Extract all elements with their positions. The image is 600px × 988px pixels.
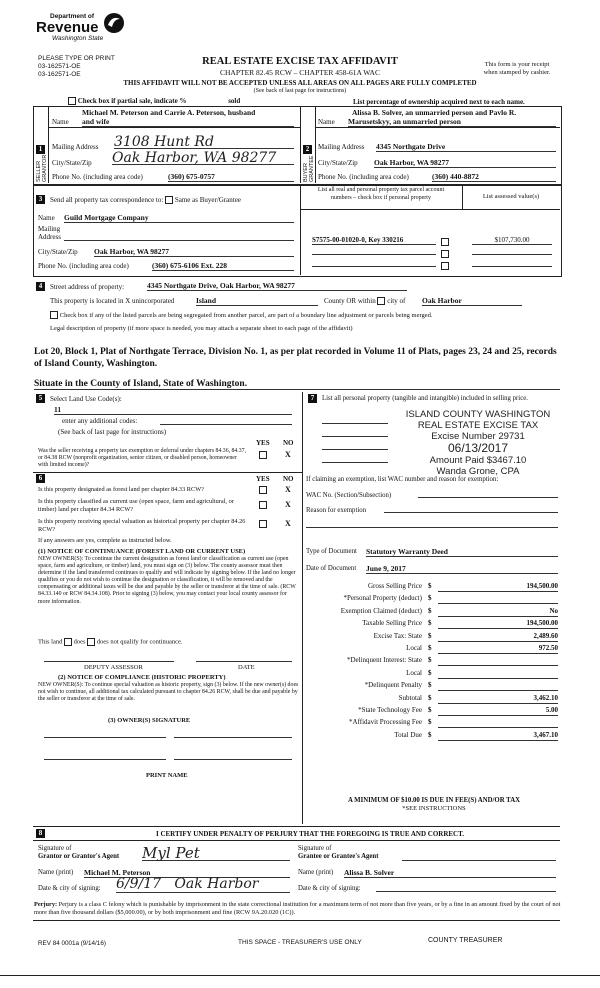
tax-mailing-label: Mailing — [38, 225, 61, 233]
minimum-fee-note: A MINIMUM OF $10.00 IS DUE IN FEE(S) AND/OR TAX — [347, 797, 521, 804]
fee-dollar-sign: $ — [428, 643, 432, 652]
county-within-row — [324, 297, 405, 305]
fee-row — [306, 581, 562, 593]
fee-dollar-sign: $ — [428, 681, 432, 690]
section-3-number: 3 — [36, 195, 45, 204]
historic-question: Is this property receiving special valuation as historical property per chapter 84.26 RCW? — [38, 518, 246, 533]
grantee-sig-label-1: Signature of — [298, 845, 332, 852]
grantor-sig-label-2: Grantor or Grantor's Agent — [38, 853, 120, 860]
fee-label: *Delinquent Interest: State — [346, 656, 422, 665]
historic-no-mark: X — [285, 519, 291, 528]
receipt-note-2: when stamped by cashier. — [483, 69, 551, 76]
county-within-label: County OR within — [324, 297, 376, 305]
stamp-line-1: ISLAND COUNTY WASHINGTON — [405, 409, 551, 420]
buyer-city-value[interactable]: Oak Harbor, WA 98277 — [374, 158, 556, 168]
buyer-phone-label: Phone No. (including area code) — [318, 173, 409, 181]
grantee-signature[interactable] — [402, 853, 556, 861]
buyer-name-line1: Alissa B. Solver, an unmarried person and Pavlo R. — [352, 108, 517, 117]
perjury-notice — [34, 901, 562, 916]
agency-line3: Washington State — [52, 35, 104, 42]
doc-type-value[interactable]: Statutory Warranty Deed — [366, 547, 558, 557]
seller-mailing-label: Mailing Address — [52, 143, 99, 151]
certify-statement: I CERTIFY UNDER PENALTY OF PERJURY THAT THE FOREGOING IS TRUE AND CORRECT. — [155, 830, 464, 838]
seller-city-value[interactable]: Oak Harbor, WA 98277 — [112, 150, 294, 165]
fee-label: Local — [406, 643, 422, 652]
fee-dollar-sign: $ — [428, 656, 432, 665]
fee-row — [306, 668, 562, 680]
doc-date-value[interactable]: June 9, 2017 — [366, 564, 558, 574]
form-title: REAL ESTATE EXCISE TAX AFFIDAVIT — [202, 56, 398, 67]
tax-city-label: City/State/Zip — [38, 248, 78, 256]
parcel-personal-checkbox-3[interactable] — [441, 262, 449, 270]
buyer-side-label — [301, 150, 315, 182]
land-use-value[interactable]: 11 — [54, 405, 292, 415]
city-of-label: city of — [387, 297, 406, 305]
tax-name-value[interactable]: Guild Mortgage Company — [64, 213, 294, 223]
seller-name-label: Name — [52, 118, 69, 126]
perjury-text: Perjury is a class C felony which is punishable by imprisonment in the state correctional institution for a maximum term of not more than five years, or by a fine in an amount fixed by the court of not more than five thousand dollars ($5,000.00), or by both imprisonment and fine (RCW 9A.20.020 (1C)). — [34, 901, 561, 916]
buyer-name-line2[interactable]: Marusetskyy, an unmarried person — [348, 117, 556, 127]
buyer-name-label: Name — [318, 118, 335, 126]
county-treasurer-label: COUNTY TREASURER — [428, 937, 503, 944]
wac-number-label: WAC No. (Section/Subsection) — [306, 492, 392, 499]
personal-property-label: List all personal property (tangible and intangible) included in selling price. — [322, 395, 528, 402]
fee-value[interactable]: No — [438, 606, 558, 617]
fee-value[interactable] — [438, 668, 558, 679]
ownership-note: List percentage of ownership acquired next to each name. — [353, 98, 525, 106]
buyer-grantee-text: BUYER GRANTEE — [303, 155, 315, 182]
current-use-no-mark: X — [285, 500, 291, 509]
street-address-value[interactable]: 4345 Northgate Drive, Oak Harbor, WA 98277 — [147, 281, 407, 291]
fee-row — [306, 631, 562, 643]
fee-dollar-sign: $ — [428, 606, 432, 615]
print-note: PLEASE TYPE OR PRINT — [38, 55, 115, 62]
forest-yes-checkbox[interactable] — [259, 486, 267, 494]
grantee-sig-label-2: Grantee or Grantee's Agent — [298, 853, 379, 860]
forest-no-mark: X — [285, 485, 291, 494]
located-county-value[interactable]: Island — [196, 296, 318, 306]
fee-dollar-sign: $ — [428, 594, 432, 603]
grantor-sig-label-1: Signature of — [38, 845, 72, 852]
fee-label: *Personal Property (deduct) — [343, 594, 422, 603]
fee-dollar-sign: $ — [428, 668, 432, 677]
fee-dollar-sign: $ — [428, 718, 432, 727]
same-as-buyer-label: Same as Buyer/Grantee — [174, 196, 241, 204]
form-code-2: 03-162571-OE — [38, 71, 81, 78]
fee-value[interactable] — [438, 680, 558, 691]
fee-row — [306, 643, 562, 655]
partial-sale-checkbox[interactable] — [68, 97, 76, 105]
deputy-date-label: DATE — [238, 664, 255, 671]
segregated-label: Check box if any of the listed parcels are being segregated from another parcel, are part of a boundary line adjustment or parcels being merged. — [59, 312, 433, 319]
personal-property-line-1[interactable] — [322, 419, 388, 424]
assessed-header: List assessed value(s) — [482, 193, 540, 200]
buyer-phone-value[interactable]: (360) 440-8872 — [432, 172, 556, 182]
doc-date-label: Date of Document — [306, 565, 357, 572]
deputy-date-line[interactable] — [196, 655, 292, 662]
grantee-name-print-value[interactable]: Alissa B. Solver — [344, 868, 556, 878]
form-code-1: 03-162571-OE — [38, 63, 81, 70]
section-8-number: 8 — [36, 829, 45, 838]
fee-row — [306, 655, 562, 667]
fee-row — [306, 606, 562, 618]
seller-side-label — [34, 150, 48, 182]
s6-yes-header: YES — [256, 475, 270, 483]
fee-value[interactable]: 3,467.10 — [438, 730, 558, 741]
notice-continuance-text: NEW OWNER(S): To continue the current designation as forest land or classification as current use (open space, farm and agriculture, or timber) land, you must sign on (3) below. The county assessor must then determine if the land transferred continues to qualify and will indicate by signing below. If the land no longer qualifies or you do not wish to continue the designation or classification, it will be removed and the compensating or additional taxes will be due and payable by the seller or transferor at the time of sale. (RCW 84.33.140 or RCW 84.34.108). Prior to signing (3) below, you may contact your local county assessor for more information. — [38, 556, 296, 605]
fee-dollar-sign: $ — [428, 705, 432, 714]
situate-text: Situate in the County of Island, State of Washington. — [34, 379, 560, 390]
does-checkbox[interactable] — [64, 638, 72, 646]
fee-label: Taxable Selling Price — [362, 619, 422, 628]
exemption-reason-label: Reason for exemption — [306, 507, 367, 514]
forest-question: Is this property designated as forest land per chapter 84.33 RCW? — [38, 486, 204, 493]
additional-codes-value[interactable] — [160, 416, 292, 425]
does-not-checkbox[interactable] — [87, 638, 95, 646]
street-address-label: Street address of property: — [50, 283, 125, 291]
fee-label: Local — [406, 668, 422, 677]
exemption-question: Was the seller receiving a property tax exemption or deferral under chapters 84.36, 84.37, or 84.38 RCW (nonprofit organization, senior citizen, or disabled person, homeowner with limited income)? — [38, 448, 246, 468]
fee-row — [306, 717, 562, 729]
seller-name-line2[interactable]: and wife — [82, 117, 294, 127]
grantor-name-print-value[interactable]: Michael M. Peterson — [84, 868, 290, 878]
tax-city-value[interactable]: Oak Harbor, WA 98277 — [94, 247, 294, 257]
fee-value[interactable]: 3,462.10 — [438, 693, 558, 704]
fee-dollar-sign: $ — [428, 582, 432, 590]
notice-compliance-title: (2) NOTICE OF COMPLIANCE (HISTORIC PROPERTY) — [58, 674, 226, 681]
receipt-note-1: This form is your receipt — [484, 61, 550, 68]
dor-swirl-icon — [102, 11, 126, 35]
parcel-header-2: numbers – check box if personal property — [331, 195, 431, 201]
fee-value[interactable]: 2,489.60 — [438, 631, 558, 642]
stamp-line-3: Excise Number 29731 — [431, 431, 525, 442]
notice-compliance-text: NEW OWNER(S): To continue special valuation as historic property, sign (3) below. If the new owner(s) does not wish to continue, all additional tax calculated pursuant to chapter 84.26 RCW, shall be due and payable by the seller or transferor at the time of sale. — [38, 682, 299, 703]
fee-label: Gross Selling Price — [367, 582, 422, 590]
personal-property-line-3[interactable] — [322, 445, 388, 450]
form-subtitle: CHAPTER 82.45 RCW – CHAPTER 458-61A WAC — [220, 68, 380, 77]
stamp-line-6: Wanda Grone, CPA — [436, 466, 520, 477]
segregated-row — [50, 311, 550, 319]
tax-phone-value[interactable]: (360) 675-6106 Ext. 228 — [152, 261, 294, 271]
parcel-personal-checkbox-1[interactable] — [441, 238, 449, 246]
stamp-line-2: REAL ESTATE EXCISE TAX — [417, 420, 539, 431]
grantor-date-city-value[interactable]: 6/9/17 Oak Harbor — [116, 876, 290, 893]
does-not-label: does not qualify for continuance. — [96, 638, 183, 646]
personal-property-line-2[interactable] — [322, 432, 388, 437]
current-use-yes-checkbox[interactable] — [259, 501, 267, 509]
tax-address-label: Address — [38, 233, 61, 241]
if-any-yes: If any answers are yes, complete as instructed below. — [38, 537, 172, 544]
parcel-number-2[interactable] — [312, 246, 436, 255]
parcel-header-1: List all real and personal property tax parcel account — [317, 187, 445, 193]
deputy-assessor-label: DEPUTY ASSESSOR — [84, 664, 143, 671]
fee-row — [306, 593, 562, 605]
legal-description-label: Legal description of property (if more space is needed, you may attach a separate sheet to each page of the affidavit) — [50, 325, 353, 332]
see-back-note: (See back of last page for instructions) — [253, 88, 347, 94]
fee-value[interactable]: 5.00 — [438, 705, 558, 716]
legal-description-text: Lot 20, Block 1, Plat of Northgate Terrace, Division No. 1, as per plat recorded in Volume 11 of Plats, pages 23, 24 and 25, records of Island County, Washington. — [34, 347, 557, 369]
notice-continuance-title: (1) NOTICE OF CONTINUANCE (FOREST LAND OR CURRENT USE) — [38, 548, 246, 555]
send-correspondence-label: Send all property tax correspondence to: — [50, 196, 164, 204]
fee-dollar-sign: $ — [428, 730, 432, 739]
section-5-number: 5 — [36, 394, 45, 403]
personal-property-line-4[interactable] — [322, 458, 388, 463]
current-use-question: Is this property classified as current use (open space, farm and agricultural, or timber) land per chapter 84.34 RCW? — [38, 498, 234, 513]
fee-label: Excise Tax: State — [373, 631, 422, 640]
wac-claim-label: If claiming an exemption, list WAC number and reason for exemption: — [306, 476, 499, 483]
fee-value[interactable]: 972.50 — [438, 643, 558, 654]
buyer-mailing-value[interactable]: 4345 Northgate Drive — [376, 142, 556, 152]
grantee-date-city-value[interactable] — [376, 884, 556, 892]
send-correspondence-row — [50, 196, 241, 204]
section-7-number: 7 — [308, 394, 317, 403]
stamp-line-4: 06/13/2017 — [447, 441, 509, 455]
tax-phone-label: Phone No. (including area code) — [38, 262, 129, 270]
form-revision: REV 84 0001a (9/14/16) — [38, 940, 106, 947]
exemption-yes-checkbox[interactable] — [259, 451, 267, 459]
agency-line1: Department of — [50, 13, 95, 20]
fee-dollar-sign: $ — [428, 619, 432, 628]
perjury-label: Perjury: — [34, 901, 58, 908]
land-use-label: Select Land Use Code(s): — [50, 395, 122, 403]
land-use-see-back: (See back of last page for instructions) — [58, 428, 167, 436]
print-name-line-2[interactable] — [174, 753, 292, 760]
agency-line2: Revenue — [36, 19, 99, 36]
owner-signature-line-2[interactable] — [174, 731, 292, 738]
fee-value[interactable] — [438, 593, 558, 604]
exemption-reason-value[interactable] — [384, 505, 558, 513]
agency-logo — [36, 13, 126, 51]
partial-sale-row — [68, 97, 240, 105]
fee-value[interactable] — [438, 717, 558, 728]
grantee-name-print-label: Name (print) — [298, 869, 334, 876]
tax-mailing-value[interactable] — [64, 232, 294, 241]
seller-phone-value[interactable]: (360) 675-0757 — [168, 172, 294, 182]
fee-value[interactable]: 194,500.00 — [438, 618, 558, 629]
fee-label: *Affidavit Processing Fee — [349, 718, 422, 727]
fee-dollar-sign: $ — [428, 693, 432, 702]
section-4-number: 4 — [36, 282, 45, 291]
segregated-checkbox[interactable] — [50, 311, 58, 319]
s5-yes-header: YES — [256, 439, 270, 447]
seller-mailing-value[interactable]: 3108 Hunt Rd — [114, 134, 294, 149]
does-label: does — [73, 638, 86, 646]
grantor-signature[interactable]: Myl Pet — [142, 846, 290, 861]
city-of-checkbox[interactable] — [377, 297, 385, 305]
s6-no-header: NO — [283, 475, 294, 483]
section-6-number: 6 — [36, 474, 45, 483]
wac-number-value[interactable] — [418, 490, 558, 498]
fee-label: Subtotal — [398, 693, 422, 702]
seller-name-line1: Michael M. Peterson and Carrie A. Peterson, husband — [82, 108, 256, 117]
fee-label: *State Technology Fee — [358, 705, 422, 714]
section-1-number: 1 — [36, 145, 45, 154]
parcel-personal-checkbox-2[interactable] — [441, 250, 449, 258]
section-2-number: 2 — [303, 145, 312, 154]
print-name-label: PRINT NAME — [146, 772, 188, 779]
doc-type-label: Type of Document — [306, 548, 357, 555]
fee-row — [306, 680, 562, 692]
fee-row — [306, 730, 562, 742]
sold-label: sold — [228, 97, 241, 105]
excise-stamp — [398, 409, 558, 477]
stamp-line-5: Amount Paid $3467.10 — [429, 455, 527, 466]
same-as-buyer-checkbox[interactable] — [165, 196, 173, 204]
buyer-mailing-label: Mailing Address — [318, 143, 365, 151]
owner-signature-title: (3) OWNER(S) SIGNATURE — [108, 717, 191, 724]
fee-row — [306, 705, 562, 717]
fee-label: *Delinquent Penalty — [364, 681, 422, 690]
print-name-line-1[interactable] — [44, 753, 166, 760]
fee-dollar-sign: $ — [428, 631, 432, 640]
warning-banner: THIS AFFIDAVIT WILL NOT BE ACCEPTED UNLESS ALL AREAS ON ALL PAGES ARE FULLY COMPLETED — [123, 79, 477, 87]
seller-phone-label: Phone No. (including area code) — [52, 173, 143, 181]
partial-sale-label: Check box if partial sale, indicate % — [77, 97, 187, 105]
fee-row — [306, 693, 562, 705]
city-of-value[interactable]: Oak Harbor — [422, 296, 522, 306]
deputy-signature-line[interactable] — [44, 655, 174, 662]
exemption-no-mark: X — [285, 450, 291, 459]
qualify-row — [38, 638, 183, 646]
grantee-date-city-label: Date & city of signing: — [298, 885, 361, 892]
seller-city-label: City/State/Zip — [52, 159, 92, 167]
fees-table — [306, 581, 562, 742]
assessed-value-3[interactable] — [472, 258, 552, 267]
parcel-number-value[interactable]: S7575-00-01020-0, Key 330216 — [312, 236, 436, 245]
parcel-number-3[interactable] — [312, 258, 436, 267]
assessed-value-1[interactable]: $107,730.00 — [472, 236, 552, 245]
owner-signature-line-1[interactable] — [44, 731, 166, 738]
see-instructions-note: *SEE INSTRUCTIONS — [402, 805, 466, 812]
this-land-label: This land — [38, 638, 63, 646]
fee-row — [306, 618, 562, 630]
grantor-date-city-label: Date & city of signing: — [38, 885, 101, 892]
seller-grantor-text: SELLER GRANTOR — [36, 154, 48, 182]
exemption-reason-value-2[interactable] — [306, 520, 558, 528]
historic-yes-checkbox[interactable] — [259, 520, 267, 528]
tax-name-label: Name — [38, 214, 55, 222]
treasurer-space-label: THIS SPACE - TREASURER'S USE ONLY — [238, 939, 362, 946]
assessed-value-2[interactable] — [472, 246, 552, 255]
fee-label: Total Due — [394, 730, 422, 739]
additional-codes-label: enter any additional codes: — [62, 417, 138, 425]
fee-value[interactable]: 194,500.00 — [438, 581, 558, 592]
buyer-city-label: City/State/Zip — [318, 159, 358, 167]
located-label: This property is located in X unincorporated — [50, 297, 175, 305]
s5-no-header: NO — [283, 439, 294, 447]
grantor-name-print-label: Name (print) — [38, 869, 74, 876]
fee-label: Exemption Claimed (deduct) — [340, 606, 422, 615]
fee-value[interactable] — [438, 655, 558, 666]
